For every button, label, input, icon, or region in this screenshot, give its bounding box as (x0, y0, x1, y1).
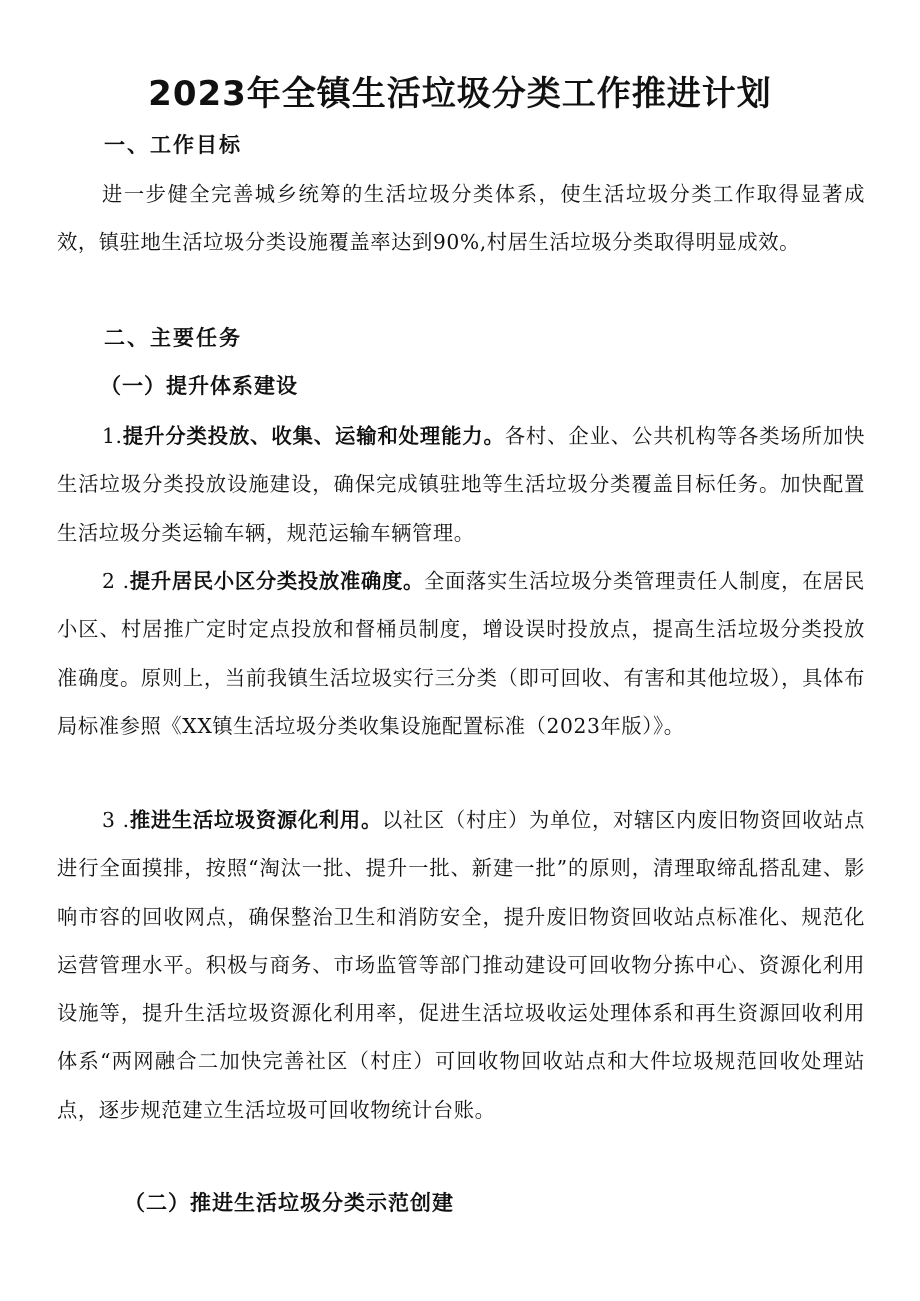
section-heading-tasks: 二、主要任务 (104, 326, 242, 350)
task-item-number: 1. (102, 424, 123, 448)
task-item-number: 3 . (102, 808, 130, 832)
task-item-text: 各村、企业、公共机构等各类场所加快生活垃圾分类投放设施建设，确保完成镇驻地等生活垃圾分类覆盖目标任务。加快配置生活垃圾分类运输车辆，规范运输车辆管理。 (57, 424, 865, 545)
goals-paragraph: 进一步健全完善城乡统筹的生活垃圾分类体系，使生活垃圾分类工作取得显著成效，镇驻地生活垃圾分类设施覆盖率达到90%,村居生活垃圾分类取得明显成效。 (57, 182, 865, 255)
task-item-2 (57, 557, 865, 750)
task-item-text: 全面落实生活垃圾分类管理责任人制度，在居民小区、村居推广定时定点投放和督桶员制度，增设误时投放点，提高生活垃圾分类投放准确度。原则上，当前我镇生活垃圾实行三分类（即可回收、有害和其他垃圾），具体布局标准参照《XX镇生活垃圾分类收集设施配置标准（2023年版）》。 (57, 569, 865, 738)
subsection-heading-system: （一）提升体系建设 (100, 374, 298, 398)
task-item-3 (57, 796, 865, 1134)
task-item-lead: 推进生活垃圾资源化利用。 (129, 808, 382, 832)
task-item-lead: 提升居民小区分类投放准确度。 (129, 569, 424, 593)
task-item-text: 以社区（村庄）为单位，对辖区内废旧物资回收站点进行全面摸排，按照“淘汰一批、提升一批、新建一批”的原则，清理取缔乱搭乱建、影响市容的回收网点，确保整治卫生和消防安全，提升废旧物资回收站点标准化、规范化运营管理水平。积极与商务、市场监管等部门推动建设可回收物分拣中心、资源化利用设施等，提升生活垃圾资源化利用率，促进生活垃圾收运处理体系和再生资源回收利用体系“两网融合二加快完善社区（村庄）可回收物回收站点和大件垃圾规范回收处理站点，逐步规范建立生活垃圾可回收物统计台账。 (57, 808, 865, 1122)
document-title: 2023年全镇生活垃圾分类工作推进计划 (148, 74, 772, 114)
task-item-1 (57, 412, 865, 557)
subsection-heading-demo: （二）推进生活垃圾分类示范创建 (124, 1191, 454, 1215)
section-heading-goals: 一、工作目标 (104, 133, 242, 157)
task-item-number: 2 . (102, 569, 130, 593)
task-item-lead: 提升分类投放、收集、运输和处理能力。 (122, 424, 505, 448)
